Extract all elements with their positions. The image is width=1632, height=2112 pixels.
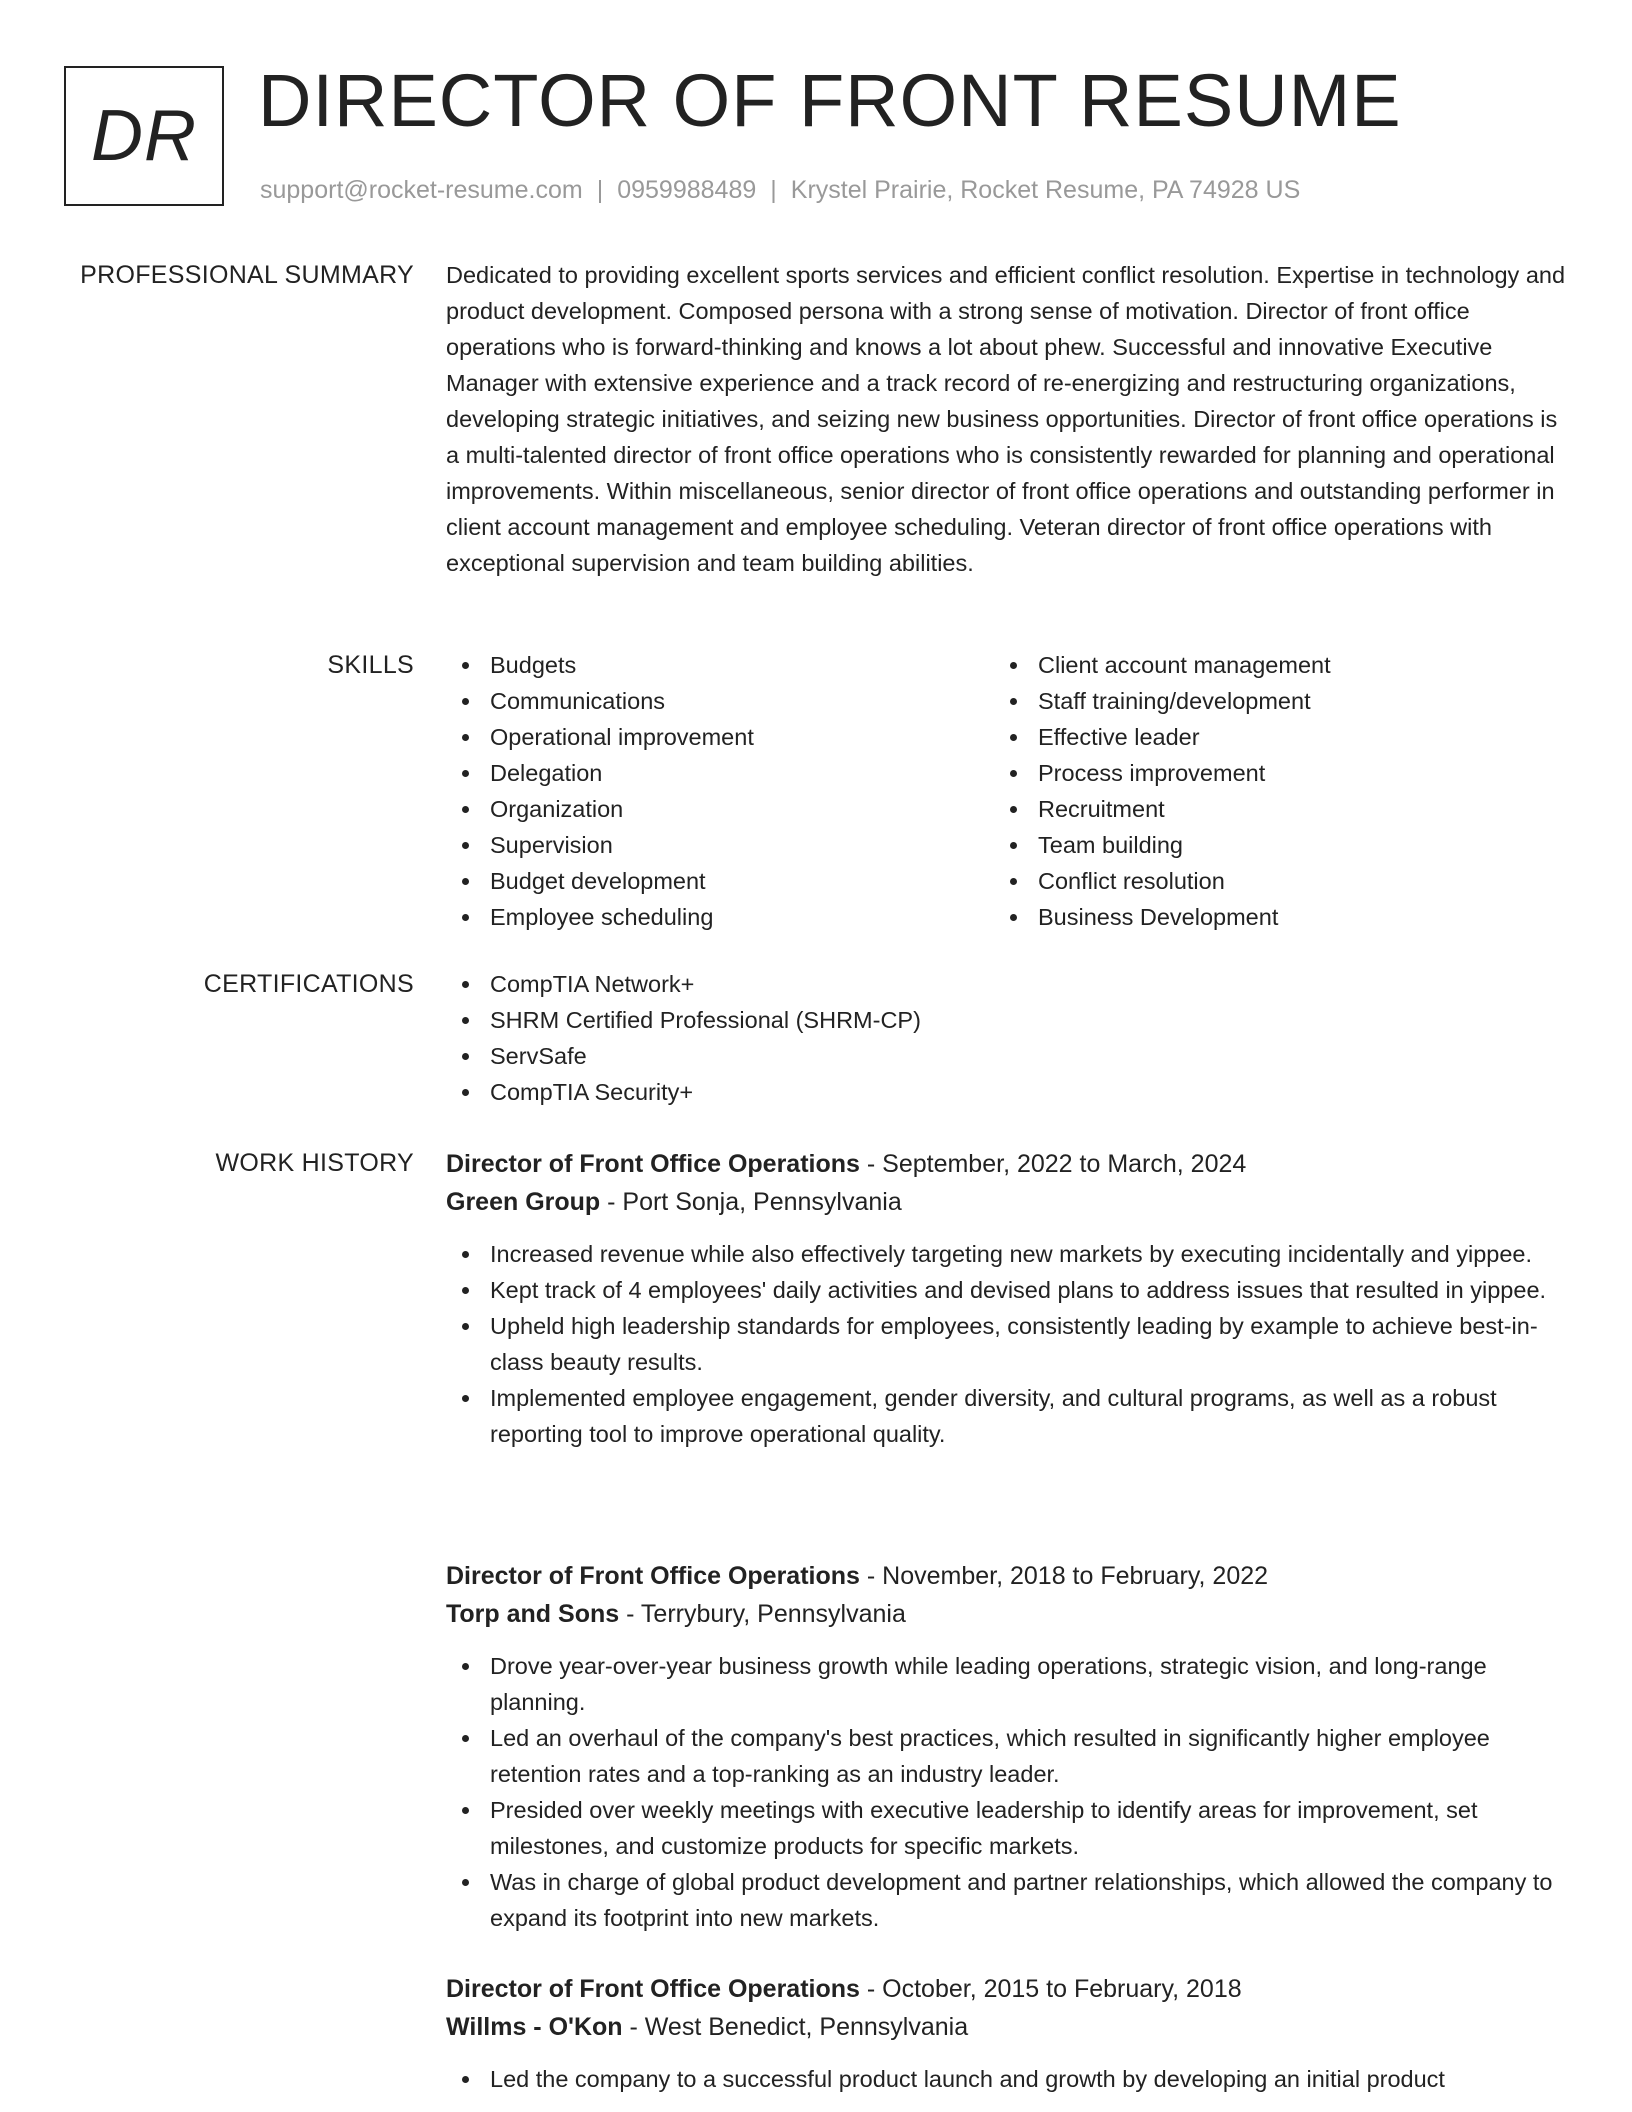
job-location: - Port Sonja, Pennsylvania xyxy=(600,1188,902,1216)
job-location: - West Benedict, Pennsylvania xyxy=(622,2013,969,2041)
job-company: Green Group xyxy=(446,1188,601,1216)
job-bullet: Was in charge of global product development and partner relationships, which allowed the company to expand its footprint into new markets. xyxy=(446,1864,1566,1936)
job-bullet: Presided over weekly meetings with executive leadership to identify areas for improvement, set milestones, and customize products for specific markets. xyxy=(446,1792,1566,1864)
certification-item: ServSafe xyxy=(446,1038,1566,1074)
job-dates: - November, 2018 to February, 2022 xyxy=(859,1562,1269,1590)
contact-address: Krystel Prairie, Rocket Resume, PA 74928 US xyxy=(790,176,1301,204)
contact-separator: | xyxy=(596,176,604,204)
skill-item: Delegation xyxy=(446,755,994,791)
skills-body xyxy=(446,647,1566,935)
job-bullet: Drove year-over-year business growth while leading operations, strategic vision, and long-range planning. xyxy=(446,1648,1566,1720)
job-title-line xyxy=(446,1145,1566,1183)
skill-item: Effective leader xyxy=(994,719,1542,755)
job-location: - Terrybury, Pennsylvania xyxy=(619,1600,906,1628)
skill-item: Supervision xyxy=(446,827,994,863)
job-dates: - October, 2015 to February, 2018 xyxy=(859,1975,1242,2003)
skill-item: Organization xyxy=(446,791,994,827)
certification-item: CompTIA Security+ xyxy=(446,1074,1566,1110)
skill-item: Client account management xyxy=(994,647,1542,683)
job-bullet: Increased revenue while also effectively targeting new markets by executing incidentally and yippee. xyxy=(446,1236,1566,1272)
skill-item: Conflict resolution xyxy=(994,863,1542,899)
job-company: Torp and Sons xyxy=(446,1600,620,1628)
certification-item: CompTIA Network+ xyxy=(446,966,1566,1002)
job-bullets xyxy=(446,1648,1566,1936)
summary-text: Dedicated to providing excellent sports services and efficient conflict resolution. Expertise in technology and product development. Composed persona with a strong sense of motivation. Director of front office operations who is forward-thinking and knows a lot about phew. Successful and innovative Executive Manager with extensive experience and a track record of re-energizing and restructuring organizations, developing strategic initiatives, and seizing new business opportunities. Director of front office operations is a multi-talented director of front office operations who is consistently rewarded for planning and operational improvements. Within miscellaneous, senior director of front office operations and outstanding performer in client account management and employee scheduling. Veteran director of front office operations with exceptional supervision and team building abilities. xyxy=(446,262,1566,576)
job-bullet: Led the company to a successful product launch and growth by developing an initial product xyxy=(446,2061,1566,2097)
certifications-body xyxy=(446,966,1566,1110)
job-entry xyxy=(446,1145,1566,1452)
job-dates: - September, 2022 to March, 2024 xyxy=(859,1150,1247,1178)
job-bullet: Kept track of 4 employees' daily activities and devised plans to address issues that resulted in yippee. xyxy=(446,1272,1566,1308)
job-title: Director of Front Office Operations xyxy=(446,1562,860,1590)
skills-column-right xyxy=(994,647,1542,935)
summary-body xyxy=(446,257,1566,581)
skill-item: Recruitment xyxy=(994,791,1542,827)
contact-line xyxy=(260,174,1300,206)
certification-item: SHRM Certified Professional (SHRM-CP) xyxy=(446,1002,1566,1038)
job-bullets xyxy=(446,2061,1566,2097)
job-title-line xyxy=(446,1970,1566,2008)
skill-item: Process improvement xyxy=(994,755,1542,791)
job-entry xyxy=(446,1970,1566,2097)
certifications-label: CERTIFICATIONS xyxy=(203,970,414,998)
job-bullet: Implemented employee engagement, gender diversity, and cultural programs, as well as a robust reporting tool to improve operational quality. xyxy=(446,1380,1566,1452)
skill-item: Budget development xyxy=(446,863,994,899)
skill-item: Staff training/development xyxy=(994,683,1542,719)
job-company-line xyxy=(446,1595,1566,1633)
skill-item: Employee scheduling xyxy=(446,899,994,935)
skill-item: Operational improvement xyxy=(446,719,994,755)
job-title: Director of Front Office Operations xyxy=(446,1150,860,1178)
resume-name: DIRECTOR OF FRONT RESUME xyxy=(258,59,1402,142)
job-entry xyxy=(446,1557,1566,1936)
monogram-initials: DR xyxy=(91,96,197,176)
job-title-line xyxy=(446,1557,1566,1595)
skills-column-left xyxy=(446,647,994,935)
skills-label: SKILLS xyxy=(327,651,414,679)
job-bullet: Upheld high leadership standards for employees, consistently leading by example to achieve best-in-class beauty results. xyxy=(446,1308,1566,1380)
summary-label: PROFESSIONAL SUMMARY xyxy=(80,261,414,289)
job-company-line xyxy=(446,1183,1566,1221)
contact-email: support@rocket-resume.com xyxy=(260,176,583,204)
skill-item: Budgets xyxy=(446,647,994,683)
skill-item: Team building xyxy=(994,827,1542,863)
job-bullets xyxy=(446,1236,1566,1452)
job-title: Director of Front Office Operations xyxy=(446,1975,860,2003)
job-company-line xyxy=(446,2008,1566,2046)
job-company: Willms - O'Kon xyxy=(446,2013,623,2041)
skill-item: Business Development xyxy=(994,899,1542,935)
contact-separator: | xyxy=(770,176,777,204)
contact-phone: 0959988489 xyxy=(617,176,757,204)
skill-item: Communications xyxy=(446,683,994,719)
job-bullet: Led an overhaul of the company's best practices, which resulted in significantly higher employee retention rates and a top-ranking as an industry leader. xyxy=(446,1720,1566,1792)
monogram-box xyxy=(64,66,224,206)
work-history-label: WORK HISTORY xyxy=(215,1149,414,1177)
